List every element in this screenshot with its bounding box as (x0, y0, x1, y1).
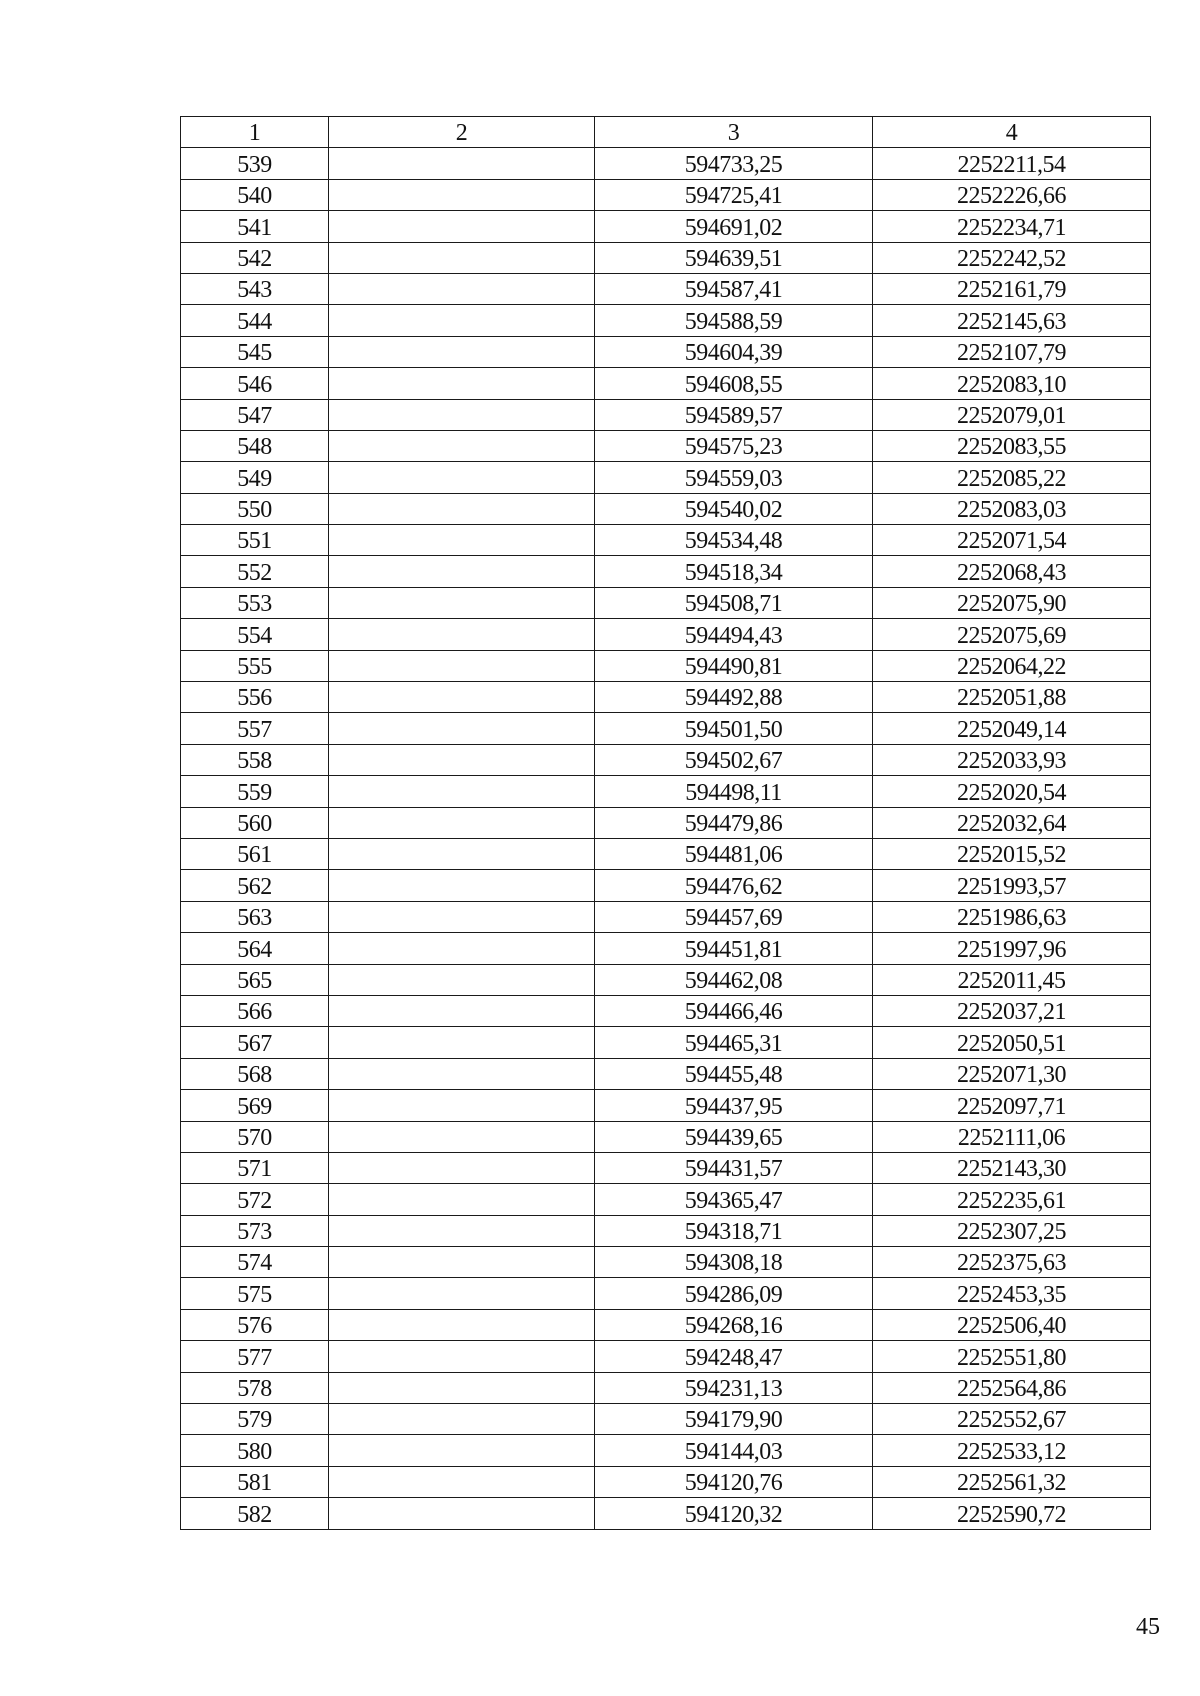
table-cell-col-3: 594494,43 (595, 619, 873, 650)
table-cell-col-2 (329, 807, 595, 838)
table-row (181, 933, 1151, 964)
table-cell-col-4: 2252075,90 (873, 587, 1151, 618)
table-cell-col-4: 2252083,10 (873, 368, 1151, 399)
table-cell-col-1: 582 (181, 1498, 329, 1529)
table-cell-col-2 (329, 273, 595, 304)
table-cell-col-2 (329, 1152, 595, 1183)
table-row (181, 901, 1151, 932)
table-cell-col-3: 594502,67 (595, 744, 873, 775)
table-row (181, 1215, 1151, 1246)
table-cell-col-3: 594508,71 (595, 587, 873, 618)
table-cell-col-1: 546 (181, 368, 329, 399)
table-cell-col-4: 2252075,69 (873, 619, 1151, 650)
table-cell-col-1: 577 (181, 1341, 329, 1372)
table-cell-col-3: 594231,13 (595, 1372, 873, 1403)
table-cell-col-4: 2252033,93 (873, 744, 1151, 775)
table-cell-col-3: 594589,57 (595, 399, 873, 430)
table-cell-col-1: 542 (181, 242, 329, 273)
table-row (181, 305, 1151, 336)
table-row (181, 1404, 1151, 1435)
table-row (181, 462, 1151, 493)
table-cell-col-2 (329, 1466, 595, 1497)
table-cell-col-3: 594587,41 (595, 273, 873, 304)
table-cell-col-3: 594462,08 (595, 964, 873, 995)
table-cell-col-4: 2252506,40 (873, 1309, 1151, 1340)
table-cell-col-3: 594431,57 (595, 1152, 873, 1183)
table-cell-col-4: 2252020,54 (873, 776, 1151, 807)
table-cell-col-2 (329, 1247, 595, 1278)
table-cell-col-1: 581 (181, 1466, 329, 1497)
table-cell-col-1: 579 (181, 1404, 329, 1435)
table-cell-col-4: 2252561,32 (873, 1466, 1151, 1497)
table-cell-col-1: 540 (181, 179, 329, 210)
table-row (181, 1184, 1151, 1215)
table-cell-col-3: 594318,71 (595, 1215, 873, 1246)
table-cell-col-3: 594691,02 (595, 211, 873, 242)
table-row (181, 336, 1151, 367)
table-cell-col-2 (329, 713, 595, 744)
table-cell-col-2 (329, 995, 595, 1026)
table-cell-col-4: 2252533,12 (873, 1435, 1151, 1466)
table-cell-col-1: 545 (181, 336, 329, 367)
table-cell-col-2 (329, 650, 595, 681)
table-row (181, 1309, 1151, 1340)
table-cell-col-2 (329, 1058, 595, 1089)
table-cell-col-4: 2252049,14 (873, 713, 1151, 744)
table-cell-col-2 (329, 1090, 595, 1121)
table-row (181, 838, 1151, 869)
table-row (181, 619, 1151, 650)
table-cell-col-1: 565 (181, 964, 329, 995)
table-row (181, 776, 1151, 807)
table-cell-col-3: 594490,81 (595, 650, 873, 681)
table-row (181, 1341, 1151, 1372)
table-row (181, 1466, 1151, 1497)
table-cell-col-1: 570 (181, 1121, 329, 1152)
table-cell-col-2 (329, 619, 595, 650)
table-row (181, 430, 1151, 461)
table-cell-col-1: 547 (181, 399, 329, 430)
table-cell-col-4: 2252079,01 (873, 399, 1151, 430)
table-cell-col-4: 2252242,52 (873, 242, 1151, 273)
table-cell-col-4: 2252111,06 (873, 1121, 1151, 1152)
table-cell-col-3: 594120,32 (595, 1498, 873, 1529)
table-cell-col-2 (329, 1309, 595, 1340)
table-row (181, 399, 1151, 430)
table-cell-col-1: 568 (181, 1058, 329, 1089)
table-cell-col-4: 2252071,30 (873, 1058, 1151, 1089)
table-row (181, 1372, 1151, 1403)
table-cell-col-4: 2252083,55 (873, 430, 1151, 461)
table-row (181, 493, 1151, 524)
table-cell-col-3: 594559,03 (595, 462, 873, 493)
table-cell-col-3: 594733,25 (595, 148, 873, 179)
table-cell-col-2 (329, 1341, 595, 1372)
table-cell-col-2 (329, 838, 595, 869)
table-cell-col-3: 594501,50 (595, 713, 873, 744)
table-cell-col-2 (329, 933, 595, 964)
table-cell-col-1: 572 (181, 1184, 329, 1215)
table-row (181, 211, 1151, 242)
table-cell-col-3: 594492,88 (595, 682, 873, 713)
table-cell-col-1: 552 (181, 556, 329, 587)
table-cell-col-3: 594498,11 (595, 776, 873, 807)
table-cell-col-2 (329, 242, 595, 273)
header-cell-4: 4 (873, 117, 1151, 148)
table-row (181, 148, 1151, 179)
table-cell-col-4: 2252161,79 (873, 273, 1151, 304)
table-cell-col-4: 2251993,57 (873, 870, 1151, 901)
table-cell-col-4: 2252071,54 (873, 525, 1151, 556)
table-cell-col-2 (329, 1215, 595, 1246)
table-cell-col-4: 2252085,22 (873, 462, 1151, 493)
table-cell-col-4: 2252145,63 (873, 305, 1151, 336)
table-cell-col-3: 594608,55 (595, 368, 873, 399)
table-cell-col-1: 551 (181, 525, 329, 556)
table-cell-col-4: 2252068,43 (873, 556, 1151, 587)
table-cell-col-2 (329, 1121, 595, 1152)
table-cell-col-3: 594365,47 (595, 1184, 873, 1215)
table-row (181, 1090, 1151, 1121)
table-cell-col-3: 594479,86 (595, 807, 873, 838)
table-cell-col-2 (329, 399, 595, 430)
table-cell-col-2 (329, 493, 595, 524)
table-cell-col-4: 2252564,86 (873, 1372, 1151, 1403)
table-row (181, 242, 1151, 273)
table-cell-col-2 (329, 1027, 595, 1058)
table-cell-col-3: 594481,06 (595, 838, 873, 869)
header-cell-1: 1 (181, 117, 329, 148)
table-cell-col-3: 594144,03 (595, 1435, 873, 1466)
table-row (181, 525, 1151, 556)
table-cell-col-4: 2252234,71 (873, 211, 1151, 242)
table-cell-col-1: 539 (181, 148, 329, 179)
table-cell-col-3: 594588,59 (595, 305, 873, 336)
table-row (181, 713, 1151, 744)
table-cell-col-3: 594455,48 (595, 1058, 873, 1089)
table-row (181, 995, 1151, 1026)
table-cell-col-4: 2252050,51 (873, 1027, 1151, 1058)
table-row (181, 368, 1151, 399)
table-row (181, 1152, 1151, 1183)
table-cell-col-4: 2252064,22 (873, 650, 1151, 681)
table-cell-col-2 (329, 1435, 595, 1466)
table-cell-col-3: 594308,18 (595, 1247, 873, 1278)
table-cell-col-2 (329, 179, 595, 210)
table-row (181, 1247, 1151, 1278)
table-cell-col-4: 2252051,88 (873, 682, 1151, 713)
table-cell-col-1: 550 (181, 493, 329, 524)
table-cell-col-3: 594465,31 (595, 1027, 873, 1058)
table-cell-col-1: 548 (181, 430, 329, 461)
table-cell-col-1: 562 (181, 870, 329, 901)
table-cell-col-3: 594466,46 (595, 995, 873, 1026)
table-cell-col-1: 580 (181, 1435, 329, 1466)
table-cell-col-1: 564 (181, 933, 329, 964)
table-row (181, 870, 1151, 901)
table-cell-col-2 (329, 1404, 595, 1435)
table-cell-col-2 (329, 525, 595, 556)
table-cell-col-2 (329, 1498, 595, 1529)
table-cell-col-3: 594457,69 (595, 901, 873, 932)
table-cell-col-1: 571 (181, 1152, 329, 1183)
table-cell-col-2 (329, 744, 595, 775)
table-cell-col-4: 2252037,21 (873, 995, 1151, 1026)
table-cell-col-1: 541 (181, 211, 329, 242)
table-cell-col-3: 594540,02 (595, 493, 873, 524)
table-row (181, 1027, 1151, 1058)
table-cell-col-3: 594476,62 (595, 870, 873, 901)
table-row (181, 744, 1151, 775)
table-cell-col-1: 576 (181, 1309, 329, 1340)
table-cell-col-2 (329, 587, 595, 618)
table-row (181, 1278, 1151, 1309)
table-cell-col-4: 2252015,52 (873, 838, 1151, 869)
table-cell-col-2 (329, 305, 595, 336)
table-cell-col-2 (329, 211, 595, 242)
table-cell-col-3: 594518,34 (595, 556, 873, 587)
table-cell-col-2 (329, 556, 595, 587)
table-cell-col-2 (329, 1184, 595, 1215)
table-cell-col-4: 2252375,63 (873, 1247, 1151, 1278)
table-cell-col-4: 2251997,96 (873, 933, 1151, 964)
table-cell-col-4: 2252107,79 (873, 336, 1151, 367)
table-cell-col-4: 2251986,63 (873, 901, 1151, 932)
table-cell-col-2 (329, 964, 595, 995)
table-row (181, 682, 1151, 713)
table-cell-col-3: 594179,90 (595, 1404, 873, 1435)
table-cell-col-1: 560 (181, 807, 329, 838)
table-cell-col-4: 2252453,35 (873, 1278, 1151, 1309)
table-cell-col-3: 594604,39 (595, 336, 873, 367)
table-cell-col-1: 563 (181, 901, 329, 932)
table-cell-col-3: 594439,65 (595, 1121, 873, 1152)
table-cell-col-2 (329, 336, 595, 367)
table-cell-col-1: 557 (181, 713, 329, 744)
table-row (181, 587, 1151, 618)
table-cell-col-4: 2252211,54 (873, 148, 1151, 179)
table-cell-col-4: 2252097,71 (873, 1090, 1151, 1121)
table-cell-col-1: 578 (181, 1372, 329, 1403)
table-cell-col-1: 566 (181, 995, 329, 1026)
table-row (181, 964, 1151, 995)
table-cell-col-3: 594268,16 (595, 1309, 873, 1340)
table-cell-col-3: 594534,48 (595, 525, 873, 556)
table-cell-col-2 (329, 430, 595, 461)
table-cell-col-1: 575 (181, 1278, 329, 1309)
table-row (181, 1498, 1151, 1529)
table-cell-col-1: 558 (181, 744, 329, 775)
table-cell-col-3: 594437,95 (595, 1090, 873, 1121)
header-cell-2: 2 (329, 117, 595, 148)
table-body (181, 117, 1151, 1530)
table-cell-col-4: 2252032,64 (873, 807, 1151, 838)
table-cell-col-4: 2252083,03 (873, 493, 1151, 524)
table-cell-col-3: 594248,47 (595, 1341, 873, 1372)
table-cell-col-2 (329, 1278, 595, 1309)
table-cell-col-4: 2252235,61 (873, 1184, 1151, 1215)
table-cell-col-4: 2252226,66 (873, 179, 1151, 210)
table-cell-col-1: 544 (181, 305, 329, 336)
table-cell-col-1: 567 (181, 1027, 329, 1058)
table-cell-col-2 (329, 148, 595, 179)
table-row (181, 650, 1151, 681)
table-row (181, 273, 1151, 304)
table-cell-col-2 (329, 776, 595, 807)
table-cell-col-2 (329, 682, 595, 713)
table-row (181, 179, 1151, 210)
table-cell-col-1: 543 (181, 273, 329, 304)
table-cell-col-3: 594120,76 (595, 1466, 873, 1497)
table-row (181, 1121, 1151, 1152)
table-cell-col-1: 561 (181, 838, 329, 869)
table-cell-col-4: 2252590,72 (873, 1498, 1151, 1529)
table-cell-col-1: 549 (181, 462, 329, 493)
table-cell-col-1: 569 (181, 1090, 329, 1121)
table-cell-col-3: 594725,41 (595, 179, 873, 210)
table-cell-col-1: 573 (181, 1215, 329, 1246)
table-cell-col-3: 594575,23 (595, 430, 873, 461)
table-row (181, 556, 1151, 587)
table-cell-col-4: 2252552,67 (873, 1404, 1151, 1435)
table-cell-col-4: 2252011,45 (873, 964, 1151, 995)
table-cell-col-2 (329, 1372, 595, 1403)
table-cell-col-2 (329, 901, 595, 932)
header-cell-3: 3 (595, 117, 873, 148)
table-cell-col-4: 2252307,25 (873, 1215, 1151, 1246)
table-row (181, 1435, 1151, 1466)
table-header-row (181, 117, 1151, 148)
table-cell-col-4: 2252551,80 (873, 1341, 1151, 1372)
table-cell-col-4: 2252143,30 (873, 1152, 1151, 1183)
table-cell-col-1: 574 (181, 1247, 329, 1278)
coordinates-table (180, 116, 1151, 1530)
table-cell-col-1: 553 (181, 587, 329, 618)
table-cell-col-2 (329, 462, 595, 493)
table-cell-col-3: 594451,81 (595, 933, 873, 964)
table-cell-col-3: 594639,51 (595, 242, 873, 273)
table-row (181, 807, 1151, 838)
table-row (181, 1058, 1151, 1089)
page-number: 45 (1136, 1614, 1160, 1640)
table-cell-col-2 (329, 368, 595, 399)
table-cell-col-1: 554 (181, 619, 329, 650)
table-cell-col-3: 594286,09 (595, 1278, 873, 1309)
table-cell-col-1: 555 (181, 650, 329, 681)
table-cell-col-1: 559 (181, 776, 329, 807)
table-cell-col-2 (329, 870, 595, 901)
table-cell-col-1: 556 (181, 682, 329, 713)
